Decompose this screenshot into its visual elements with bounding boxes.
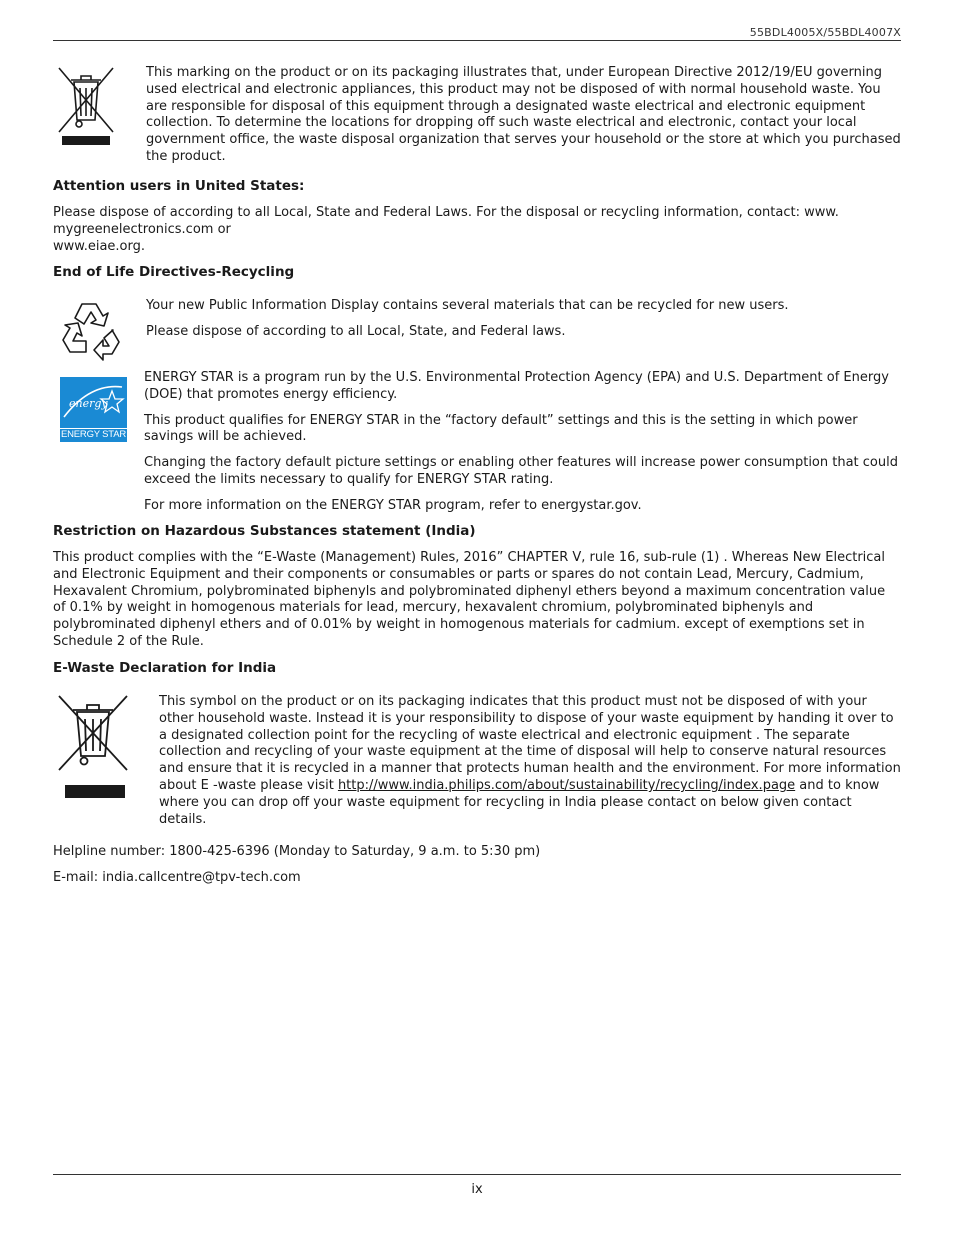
- ewaste-text-after: and to know where you can drop off your waste equipment for recycling in India please contact on below given contact details.: [159, 777, 880, 827]
- energy-star-script: energy: [69, 397, 108, 410]
- energy-star-logo: [60, 377, 127, 442]
- us-text-line: Please dispose of according to all Local, State and Federal Laws. For the disposal or recycling information, contact: www. mygreenelectronics.com or: [53, 205, 839, 237]
- us-heading: Attention users in United States:: [53, 178, 305, 194]
- recycling-p1: Your new Public Information Display contains several materials that can be recycled for new users.: [146, 298, 789, 313]
- helpline: Helpline number: 1800-425-6396 (Monday to Saturday, 9 a.m. to 5:30 pm): [53, 844, 541, 859]
- ewaste-text: [159, 694, 901, 828]
- ewaste-heading: E-Waste Declaration for India: [53, 660, 277, 676]
- recycling-heading: End of Life Directives-Recycling: [53, 264, 295, 280]
- ewaste-bin-icon: [57, 694, 129, 800]
- contact-email: E-mail: india.callcentre@tpv-tech.com: [53, 870, 301, 885]
- recycling-p2: Please dispose of according to all Local, State, and Federal laws.: [146, 323, 566, 339]
- recycling-text: [146, 298, 901, 341]
- crossed-out-bin-icon: [57, 66, 115, 146]
- page-number: ix: [471, 1182, 483, 1197]
- recycle-icon: [57, 298, 125, 364]
- footer-rule: [53, 1174, 901, 1175]
- ewaste-text-before: This symbol on the product or on its packaging indicates that this product must not be disposed of with your other household waste. Instead it is your responsibility to dispose of your waste equipment by handing it over to a designated collection point for the recycling of waste electrical and electronic equipment . The separate collection and recycling of your waste equipment at the time of disposal will help to conserve natural resources and ensure that it is recycled in a manner that protects human health and the environment. For more information about E -waste please visit: [159, 694, 901, 793]
- us-text: [53, 205, 901, 255]
- header-rule: [53, 40, 901, 41]
- us-text-line-2: www.eiae.org.: [53, 238, 145, 254]
- energy-star-p4: For more information on the ENERGY STAR program, refer to energystar.gov.: [144, 497, 642, 513]
- philips-recycling-link[interactable]: http://www.india.philips.com/about/sustainability/recycling/index.page: [337, 777, 796, 793]
- energy-star-text: [144, 370, 901, 515]
- energy-star-p2: This product qualifies for ENERGY STAR in the “factory default” settings and this is the setting in which power savings will be achieved.: [144, 412, 858, 445]
- energy-star-p1: ENERGY STAR is a program run by the U.S. Environmental Protection Agency (EPA) and U.S. Department of Energy (DOE) that promotes energy efficiency.: [144, 370, 889, 402]
- energy-star-label: ENERGY STAR: [60, 429, 127, 440]
- manual-page: [53, 0, 901, 1235]
- model-number: 55BDL4005X/55BDL4007X: [749, 26, 901, 39]
- rohs-heading: Restriction on Hazardous Substances statement (India): [53, 523, 476, 539]
- rohs-text: This product complies with the “E-Waste (Management) Rules, 2016” CHAPTER V, rule 16, sub-rule (1) . Whereas New Electrical and Electronic Equipment and their components or consumables or parts or spares do not contain Lead, Mercury, Cadmium, Hexavalent Chromium, polybrominated biphenyls and polybrominated diphenyl ethers beyond a maximum concentration value of 0.1% by weight in homogenous materials for lead, mercury, hexavalent chromium, polybrominated biphenyls and polybrominated diphenyl ethers and of 0.01% by weight in homogenous materials for cadmium. except of exemptions set in Schedule 2 of the Rule.: [53, 550, 886, 649]
- energy-star-p3: Changing the factory default picture settings or enabling other features will increase power consumption that could exceed the limits necessary to qualify for ENERGY STAR rating.: [144, 455, 898, 487]
- weee-text: This marking on the product or on its packaging illustrates that, under European Directive 2012/19/EU governing used electrical and electronic appliances, this product may not be disposed of with normal household waste. You are responsible for disposal of this equipment through a designated waste electrical and electronic equipment collection. To determine the locations for dropping off such waste electrical and electronic, contact your local government office, the waste disposal organization that serves your household or the store at which you purchased the product.: [146, 65, 901, 164]
